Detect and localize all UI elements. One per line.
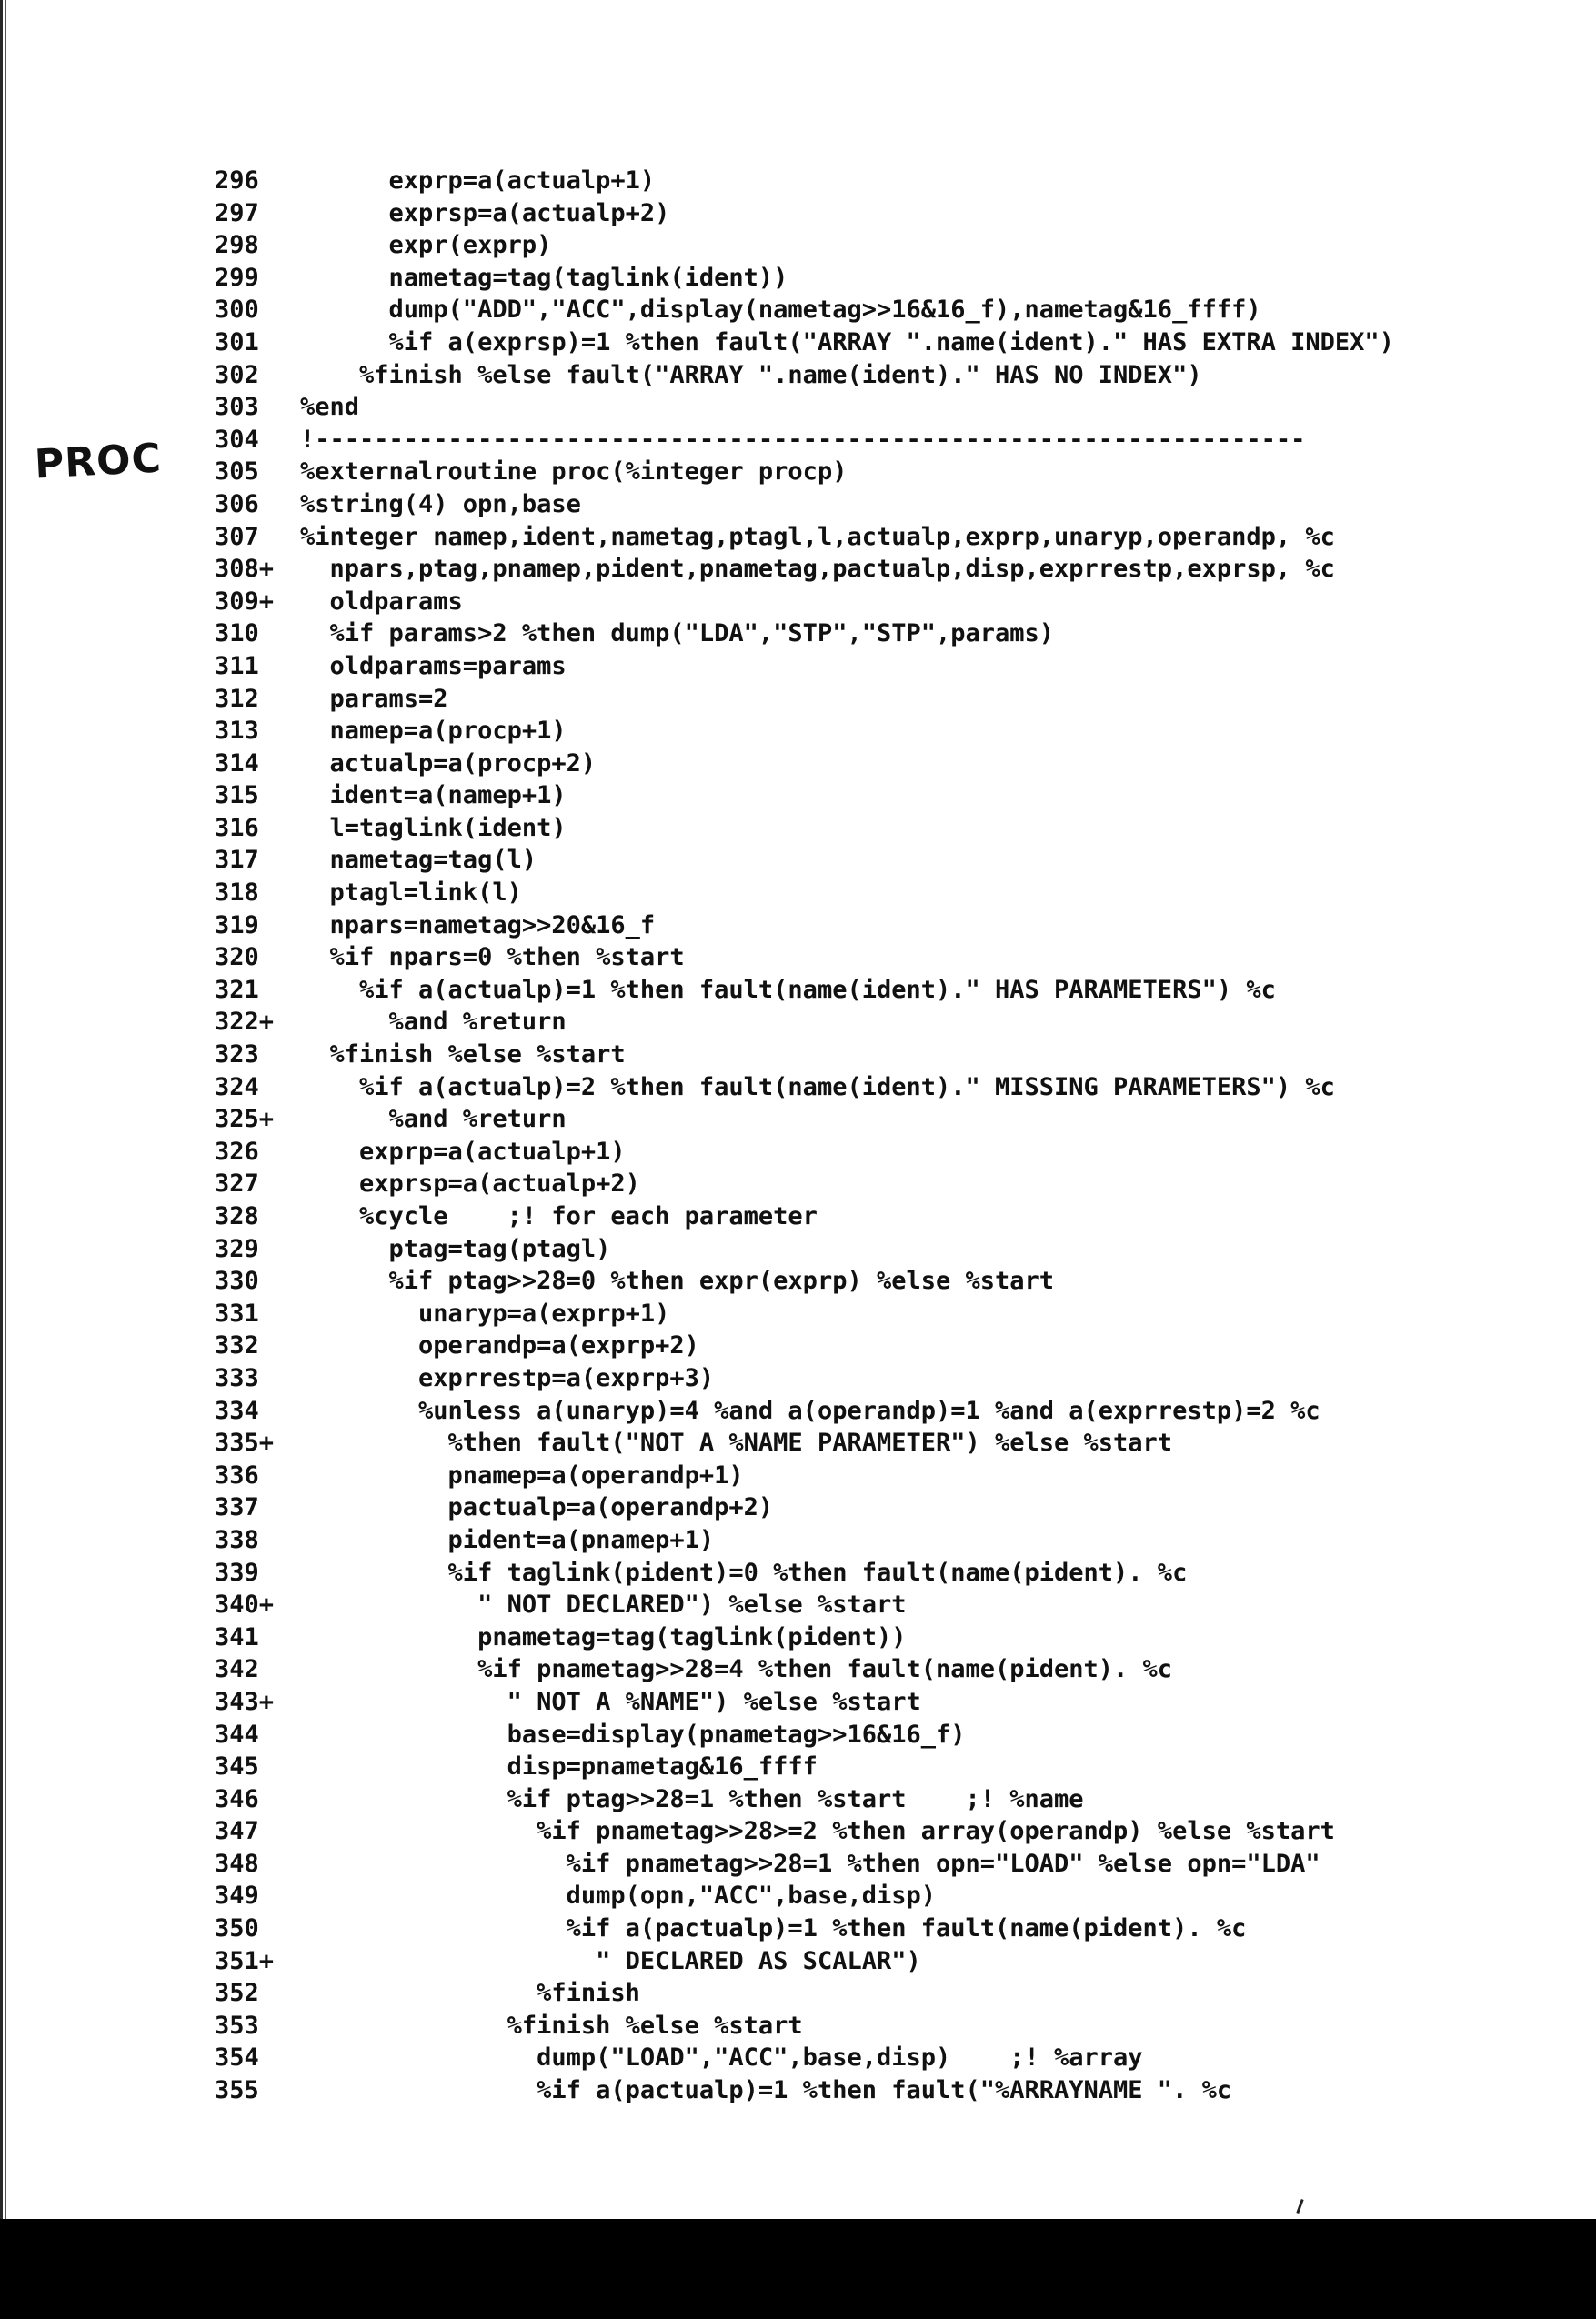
line-code: %and %return: [300, 1105, 567, 1134]
code-line: [215, 2074, 1579, 2107]
line-code: %externalroutine proc(%integer procp): [300, 457, 848, 487]
line-number: 313: [215, 717, 259, 746]
code-line: [215, 1265, 1579, 1298]
code-line: [215, 1686, 1579, 1719]
line-code: dump("ADD","ACC",display(nametag>>16&16_f),nametag&16_ffff): [300, 296, 1261, 325]
code-line: [215, 2010, 1579, 2043]
line-code: %cycle ;! for each parameter: [300, 1202, 818, 1230]
code-line: [215, 877, 1579, 909]
line-code: oldparams: [300, 587, 463, 616]
line-number: 316: [215, 813, 259, 842]
line-number: 302: [215, 360, 259, 389]
code-line: [215, 1200, 1579, 1233]
page-left-edge: [0, 0, 16, 2219]
code-line: [215, 586, 1579, 618]
line-number: 323: [215, 1040, 259, 1069]
line-code: %then fault("NOT A %NAME PARAMETER") %else %start: [300, 1429, 1173, 1458]
line-code: dump(opn,"ACC",base,disp): [300, 1882, 936, 1911]
line-code: %if a(pactualp)=1 %then fault("%ARRAYNAME ". %c: [300, 2076, 1232, 2105]
line-code: %if taglink(pident)=0 %then fault(name(pident). %c: [300, 1558, 1188, 1587]
line-code: dump("LOAD","ACC",base,disp) ;! %array: [300, 2043, 1143, 2073]
line-number: 303: [215, 393, 259, 422]
code-line: [215, 521, 1579, 554]
line-code: exprp=a(actualp+1): [300, 166, 656, 195]
line-number: 305: [215, 457, 259, 487]
line-code: npars=nametag>>20&16_f: [300, 910, 656, 939]
line-number: 306: [215, 489, 259, 518]
code-line: [215, 1524, 1579, 1557]
code-line: [215, 294, 1579, 326]
code-line: [215, 1653, 1579, 1686]
line-number: 337: [215, 1493, 259, 1522]
line-code: %if pnametag>>28>=2 %then array(operandp) %else %start: [300, 1817, 1335, 1846]
code-line: [215, 229, 1579, 262]
line-code: disp=pnametag&16_ffff: [300, 1752, 818, 1782]
line-number: 353: [215, 2011, 259, 2040]
code-line: [215, 1815, 1579, 1848]
line-code: %finish: [300, 1979, 640, 2008]
line-number: 341: [215, 1622, 259, 1651]
line-number: 301: [215, 327, 259, 356]
line-code: ptag=tag(ptagl): [300, 1234, 611, 1263]
line-number: 309+: [215, 587, 275, 616]
line-code: expr(exprp): [300, 231, 552, 260]
line-number: 307: [215, 522, 259, 551]
code-line: [215, 1136, 1579, 1169]
code-line: [215, 1362, 1579, 1395]
line-code: %if npars=0 %then %start: [300, 943, 685, 972]
code-line: [215, 1589, 1579, 1621]
code-line: [215, 1103, 1579, 1136]
code-line: [215, 1233, 1579, 1266]
line-code: exprsp=a(actualp+2): [300, 198, 670, 227]
line-number: 330: [215, 1267, 259, 1296]
line-code: %and %return: [300, 1008, 567, 1037]
code-line: [215, 748, 1579, 780]
line-number: 355: [215, 2076, 259, 2105]
line-number: 297: [215, 198, 259, 227]
line-code: oldparams=params: [300, 651, 567, 680]
line-number: 349: [215, 1882, 259, 1911]
line-code: nametag=tag(taglink(ident)): [300, 263, 788, 292]
line-code: %finish %else %start: [300, 2011, 803, 2040]
code-line: [215, 812, 1579, 845]
line-code: exprrestp=a(exprp+3): [300, 1363, 715, 1392]
line-number: 327: [215, 1170, 259, 1199]
line-number: 311: [215, 651, 259, 680]
code-line: [215, 553, 1579, 586]
line-code: %if ptag>>28=0 %then expr(exprp) %else %start: [300, 1267, 1055, 1296]
line-code: " NOT DECLARED") %else %start: [300, 1591, 907, 1620]
line-number: 325+: [215, 1105, 275, 1134]
code-line: [215, 844, 1579, 877]
line-number: 299: [215, 263, 259, 292]
code-line: [215, 909, 1579, 942]
line-number: 328: [215, 1202, 259, 1230]
line-number: 338: [215, 1525, 259, 1554]
code-line: [215, 1006, 1579, 1039]
line-number: 339: [215, 1558, 259, 1587]
line-number: 308+: [215, 555, 275, 584]
code-line: [215, 1751, 1579, 1783]
line-number: 334: [215, 1396, 259, 1425]
code-line: [215, 165, 1579, 197]
line-code: %if a(exprsp)=1 %then fault("ARRAY ".name(ident)." HAS EXTRA INDEX"): [300, 327, 1394, 356]
line-number: 342: [215, 1655, 259, 1684]
line-number: 335+: [215, 1429, 275, 1458]
line-number: 326: [215, 1137, 259, 1166]
line-number: 332: [215, 1331, 259, 1360]
line-code: %integer namep,ident,nametag,ptagl,l,actualp,exprp,unaryp,operandp, %c: [300, 522, 1335, 551]
code-line: [215, 715, 1579, 748]
line-code: %string(4) opn,base: [300, 489, 581, 518]
code-line: [215, 650, 1579, 683]
line-code: %finish %else %start: [300, 1040, 626, 1069]
line-number: 298: [215, 231, 259, 260]
code-line: [215, 1848, 1579, 1881]
line-number: 320: [215, 943, 259, 972]
line-number: 318: [215, 878, 259, 908]
line-number: 321: [215, 975, 259, 1004]
code-line: [215, 1395, 1579, 1428]
code-line: [215, 2042, 1579, 2074]
line-number: 343+: [215, 1687, 275, 1716]
line-number: 304: [215, 425, 259, 454]
line-code: actualp=a(procp+2): [300, 748, 597, 778]
line-code: %if ptag>>28=1 %then %start ;! %name: [300, 1784, 1084, 1813]
line-code: npars,ptag,pnamep,pident,pnametag,pactualp,disp,exprrestp,exprsp, %c: [300, 555, 1335, 584]
line-number: 324: [215, 1072, 259, 1101]
code-line: [215, 488, 1579, 521]
line-number: 348: [215, 1849, 259, 1878]
line-code: namep=a(procp+1): [300, 717, 567, 746]
code-line: [215, 1977, 1579, 2010]
stray-mark: [1296, 2199, 1303, 2214]
line-number: 312: [215, 684, 259, 713]
code-line: [215, 1912, 1579, 1945]
code-line: [215, 1330, 1579, 1362]
line-code: l=taglink(ident): [300, 813, 567, 842]
line-number: 350: [215, 1914, 259, 1943]
code-line: [215, 262, 1579, 295]
line-code: pident=a(pnamep+1): [300, 1525, 715, 1554]
line-number: 346: [215, 1784, 259, 1813]
code-line: [215, 1168, 1579, 1200]
line-code: unaryp=a(exprp+1): [300, 1299, 670, 1328]
line-number: 296: [215, 166, 259, 195]
line-code: %if a(actualp)=2 %then fault(name(ident)." MISSING PARAMETERS") %c: [300, 1072, 1335, 1101]
code-line: [215, 1621, 1579, 1654]
line-code: operandp=a(exprp+2): [300, 1331, 699, 1360]
code-line: [215, 683, 1579, 716]
code-line: [215, 941, 1579, 974]
line-code: exprsp=a(actualp+2): [300, 1170, 640, 1199]
line-code: nametag=tag(l): [300, 846, 537, 875]
code-line: [215, 1427, 1579, 1460]
line-code: pnamep=a(operandp+1): [300, 1461, 744, 1490]
code-line: [215, 1071, 1579, 1104]
line-number: 322+: [215, 1008, 275, 1037]
line-code: ident=a(namep+1): [300, 781, 567, 810]
code-line: [215, 391, 1579, 424]
line-number: 319: [215, 910, 259, 939]
line-code: !-------------------------------------------------------------------: [300, 425, 1306, 454]
code-line: [215, 424, 1579, 457]
line-number: 314: [215, 748, 259, 778]
line-number: 351+: [215, 1946, 275, 1975]
line-number: 345: [215, 1752, 259, 1782]
line-number: 344: [215, 1720, 259, 1749]
line-code: params=2: [300, 684, 448, 713]
code-line: [215, 197, 1579, 230]
line-code: pnametag=tag(taglink(pident)): [300, 1622, 907, 1651]
code-line: [215, 1719, 1579, 1752]
code-line: [215, 974, 1579, 1007]
line-code: %unless a(unaryp)=4 %and a(operandp)=1 %and a(exprrestp)=2 %c: [300, 1396, 1320, 1425]
line-code: %if pnametag>>28=4 %then fault(name(pident). %c: [300, 1655, 1173, 1684]
code-line: [215, 359, 1579, 392]
code-line: [215, 779, 1579, 812]
line-number: 315: [215, 781, 259, 810]
line-number: 333: [215, 1363, 259, 1392]
scan-bottom-band: [0, 2219, 1596, 2319]
code-line: [215, 1298, 1579, 1330]
line-number: 331: [215, 1299, 259, 1328]
line-code: exprp=a(actualp+1): [300, 1137, 626, 1166]
line-code: %end: [300, 393, 360, 422]
line-number: 340+: [215, 1591, 275, 1620]
code-line: [215, 1491, 1579, 1524]
margin-annotation: PROC: [33, 435, 164, 488]
line-code: %if pnametag>>28=1 %then opn="LOAD" %else opn="LDA": [300, 1849, 1320, 1878]
line-number: 352: [215, 1979, 259, 2008]
code-line: [215, 326, 1579, 359]
line-number: 317: [215, 846, 259, 875]
code-listing: [215, 165, 1579, 2107]
line-code: " DECLARED AS SCALAR"): [300, 1946, 921, 1975]
code-line: [215, 1783, 1579, 1816]
line-number: 300: [215, 296, 259, 325]
line-number: 336: [215, 1461, 259, 1490]
line-code: %if a(actualp)=1 %then fault(name(ident)." HAS PARAMETERS") %c: [300, 975, 1276, 1004]
line-number: 329: [215, 1234, 259, 1263]
line-code: %finish %else fault("ARRAY ".name(ident)." HAS NO INDEX"): [300, 360, 1202, 389]
code-line: [215, 1557, 1579, 1590]
code-line: [215, 1945, 1579, 1978]
line-number: 347: [215, 1817, 259, 1846]
line-number: 310: [215, 619, 259, 648]
line-code: ptagl=link(l): [300, 878, 522, 908]
code-line: [215, 1880, 1579, 1912]
code-line: [215, 1460, 1579, 1492]
line-code: base=display(pnametag>>16&16_f): [300, 1720, 966, 1749]
line-number: 354: [215, 2043, 259, 2073]
line-code: pactualp=a(operandp+2): [300, 1493, 774, 1522]
code-line: [215, 617, 1579, 650]
line-code: %if params>2 %then dump("LDA","STP","STP",params): [300, 619, 1055, 648]
code-line: [215, 1039, 1579, 1071]
line-code: " NOT A %NAME") %else %start: [300, 1687, 921, 1716]
line-code: %if a(pactualp)=1 %then fault(name(pident). %c: [300, 1914, 1247, 1943]
code-line: [215, 456, 1579, 488]
